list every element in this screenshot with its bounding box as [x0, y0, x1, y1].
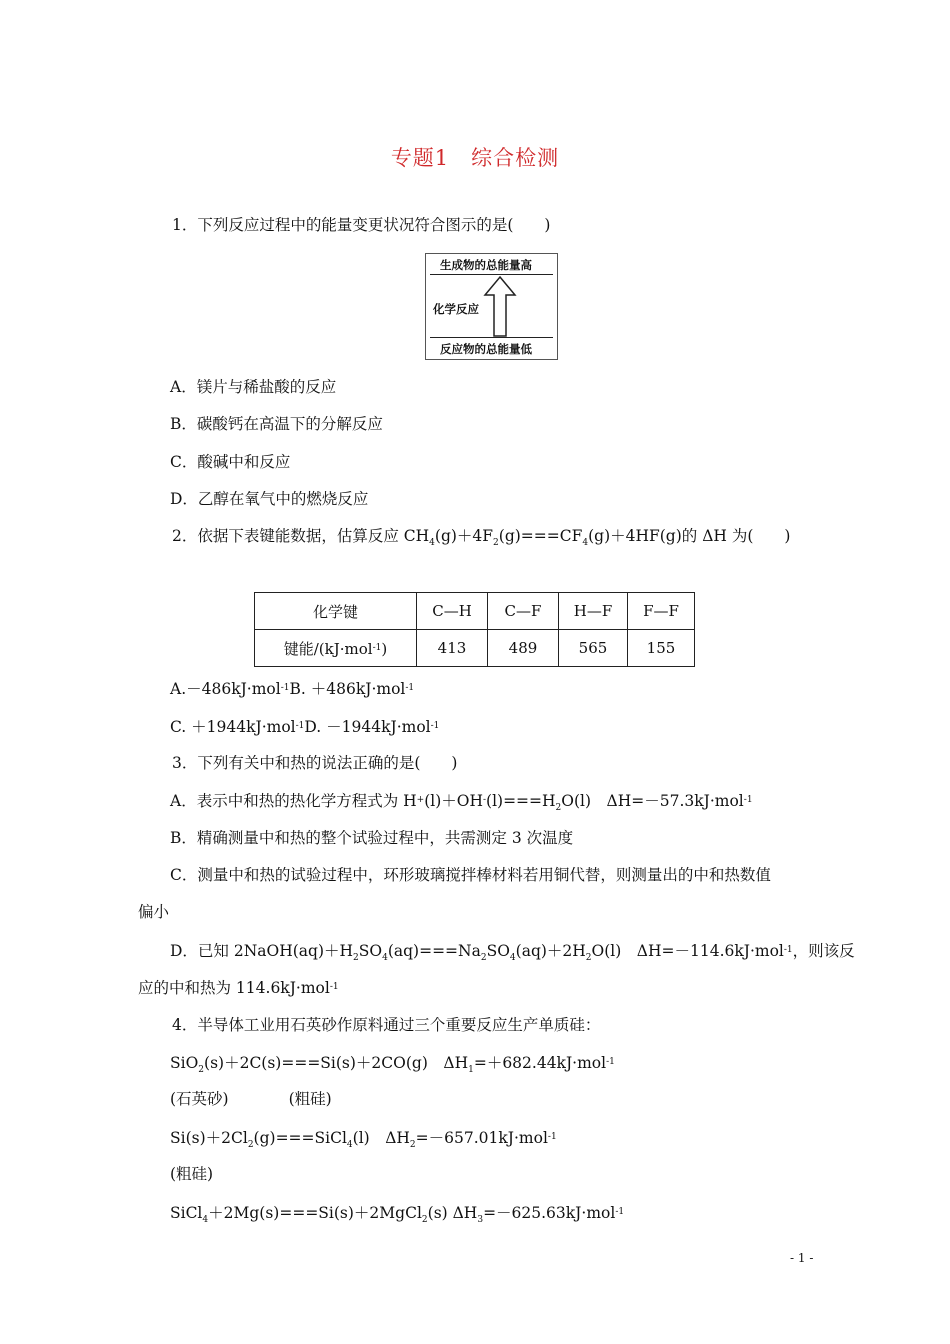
q3-option-b: B．精确测量中和热的整个试验过程中，共需测定 3 次温度 — [170, 829, 574, 847]
q4-reaction-1-notes: (石英砂) (粗硅) — [170, 1090, 332, 1108]
q4-reaction-2: $Si(s)+2Cl_2(g)===SiCl_4(l)$ $\Delta H_2=-657.01kJ\cdot mol^{-1}$ — [170, 1129, 557, 1150]
table-header-cell: H—F — [559, 593, 628, 630]
q4-reaction-1: SiO$_2$(s)＋2C(s)===Si(s)＋2CO(g) $\Delta H_1=+682.44kJ\cdot mol^{-1}$ — [170, 1054, 615, 1075]
table-header-row — [255, 593, 695, 630]
diagram-top-label: 生成物的总能量高 — [440, 258, 532, 272]
question-2-stem: 2．依据下表键能数据，估算反应 $CH_4(g)+4F_2(g)===CF_4(g)+4HF(g)$的 ΔH 为( ) — [172, 527, 791, 548]
table-cell: 155 — [628, 630, 695, 667]
table-header-cell: C—H — [417, 593, 488, 630]
table-row — [255, 630, 695, 667]
q1-option-a: A．镁片与稀盐酸的反应 — [170, 378, 337, 396]
diagram-bottom-label: 反应物的总能量低 — [440, 342, 532, 356]
diagram-middle-label: 化学反应 — [433, 302, 479, 316]
q4-reaction-2-note: (粗硅) — [170, 1165, 214, 1183]
table-header-cell: F—F — [628, 593, 695, 630]
q2-options-cd: C. ＋1944kJ·mol$^{-1}$D. －1944kJ·mol$^{-1}$ — [170, 718, 440, 736]
q3-option-d-continued: 应的中和热为 114.6kJ·mol$^{-1}$ — [138, 979, 339, 997]
bond-energy-table — [254, 592, 695, 667]
table-header-cell: C—F — [488, 593, 559, 630]
table-cell: 565 — [559, 630, 628, 667]
page-title: 专题1 综合检测 — [390, 146, 560, 170]
q1-option-d: D．乙醇在氧气中的燃烧反应 — [170, 490, 369, 508]
energy-diagram — [425, 253, 558, 360]
diagram-bottom-line — [430, 337, 553, 338]
q2-options-ab: A.－486kJ·mol$^{-1}$B. ＋486kJ·mol$^{-1}$ — [170, 680, 415, 698]
table-cell: 413 — [417, 630, 488, 667]
table-cell: 489 — [488, 630, 559, 667]
question-3-stem: 3．下列有关中和热的说法正确的是( ) — [172, 754, 458, 772]
q3-option-d: D．已知 $2NaOH(aq)+H_2SO_4(aq)===Na_2SO_4(aq)+2H_2O(l)$ ΔH=－114.6kJ·mol$^{-1}$，则该反 — [170, 942, 855, 963]
question-4-stem: 4．半导体工业用石英砂作原料通过三个重要反应生产单质硅： — [172, 1016, 601, 1034]
q4-reaction-3: SiCl$_4$＋2Mg(s)===Si(s)＋2MgCl$_2$(s) $\Delta H_3=-625.63kJ\cdot mol^{-1}$ — [170, 1204, 625, 1225]
q1-option-c: C．酸碱中和反应 — [170, 453, 291, 471]
up-arrow-icon — [482, 275, 518, 337]
question-1-stem: 1．下列反应过程中的能量变更状况符合图示的是( ) — [172, 216, 551, 234]
table-header-label: 化学键 — [255, 593, 417, 630]
q1-option-b: B．碳酸钙在高温下的分解反应 — [170, 415, 383, 433]
q3-option-c: C．测量中和热的试验过程中，环形玻璃搅拌棒材料若用铜代替，则测量出的中和热数值 — [170, 866, 771, 884]
q3-option-c-continued: 偏小 — [138, 903, 170, 921]
page-number: - 1 - — [790, 1251, 814, 1265]
table-row-label: 键能/(kJ·mol$^{-1}$) — [255, 630, 417, 667]
q3-option-a: A．表示中和热的热化学方程式为 $H^+(l)+OH^-(l)===H_2O(l)$ ΔH=－57.3kJ·mol$^{-1}$ — [170, 792, 753, 813]
